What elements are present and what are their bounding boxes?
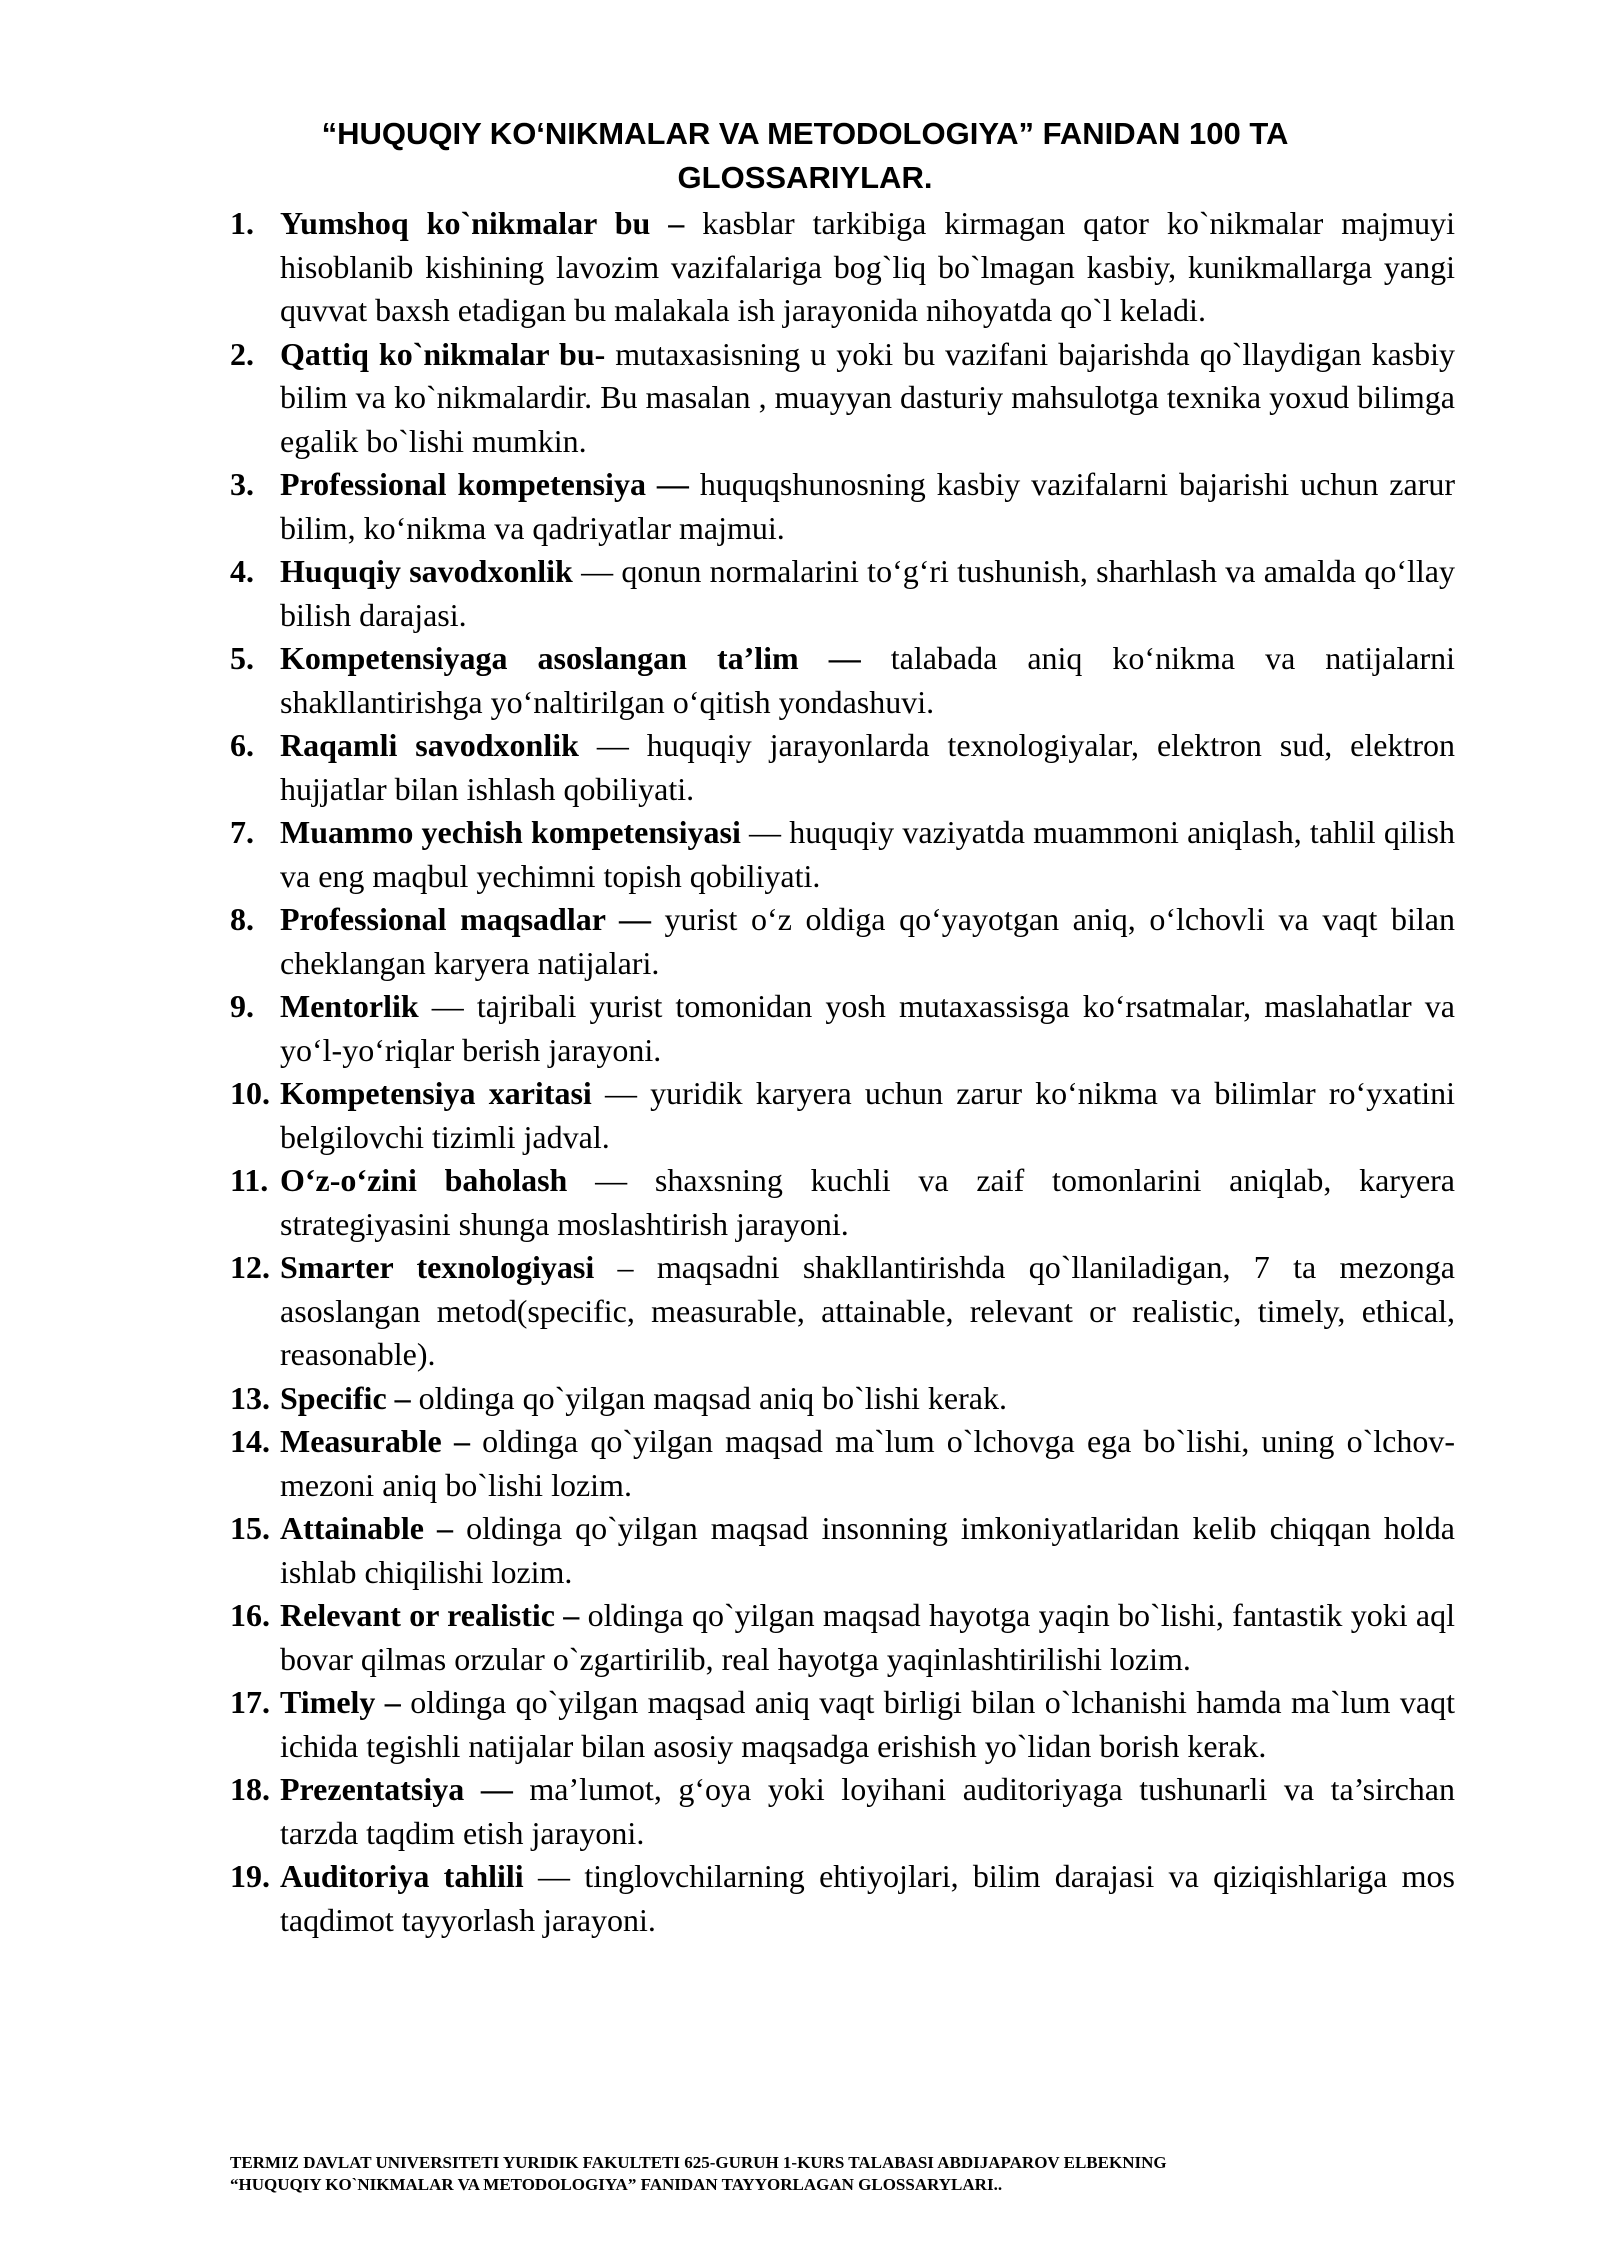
page-footer [230,2152,1455,2196]
entry-number: 9. [230,988,254,1024]
glossary-entry [230,1159,1455,1246]
glossary-entry [230,1072,1455,1159]
entry-definition: — tajribali yurist tomonidan yosh mutaxassisga ko‘rsatmalar, maslahatlar va yo‘l-yo‘riqlar berish jarayoni. [280,988,1455,1068]
entry-definition: oldinga qo`yilgan maqsad insonning imkoniyatlaridan kelib chiqqan holda ishlab chiqilishi lozim. [280,1510,1456,1590]
entry-definition: — tinglovchilarning ehtiyojlari, bilim darajasi va qiziqishlariga mos taqdimot tayyorlash jarayoni. [280,1858,1456,1938]
entry-term: Professional kompetensiya — [280,466,689,502]
entry-number: 17. [230,1684,270,1720]
glossary-entry [230,1681,1455,1768]
entry-definition: — yuridik karyera uchun zarur ko‘nikma va bilimlar ro‘yxatini belgilovchi tizimli jadval. [280,1075,1456,1155]
glossary-entry [230,1768,1455,1855]
entry-term: Kompetensiya xaritasi [280,1075,592,1111]
glossary-entry [230,202,1455,333]
glossary-entry [230,637,1455,724]
entry-term: Qattiq ko`nikmalar bu- [280,335,606,372]
entry-definition: oldinga qo`yilgan maqsad hayotga yaqin bo`lishi, fantastik yoki aql bovar qilmas orzular o`zgartirilib, real hayotga yaqinlashtirilishi lozim. [280,1597,1456,1677]
entry-number: 11. [230,1162,269,1198]
entry-definition: kasblar tarkibiga kirmagan qator ko`nikmalar majmuyi hisoblanib kishining lavozim vazifalariga bog`liq bo`lmagan kasbiy, kunikmallarga yangi quvvat baxsh etadigan bu malakala ish jarayonida nihoyatda qo`l keladi. [280,205,1456,328]
entry-term: O‘z-o‘zini baholash [280,1162,568,1198]
entry-number: 15. [230,1510,270,1546]
entry-number: 3. [230,466,254,502]
entry-term: Timely – [280,1684,401,1720]
entry-term: Specific – [280,1379,411,1416]
entry-number: 10. [230,1075,270,1111]
glossary-entry [230,811,1455,898]
entry-term: Prezentatsiya — [280,1771,513,1807]
entry-term: Huquqiy savodxonlik [280,553,573,589]
glossary-entry [230,1594,1455,1681]
entry-number: 5. [230,640,254,676]
entry-term: Relevant or realistic – [280,1597,580,1633]
entry-term: Smarter texnologiyasi [280,1249,595,1285]
entry-number: 18. [230,1771,270,1807]
entry-definition: — qonun normalarini to‘g‘ri tushunish, sharhlash va amalda qo‘llay bilish darajasi. [280,553,1456,633]
entry-number: 14. [230,1423,270,1459]
glossary-entry [230,550,1455,637]
glossary-list [230,202,1455,1942]
entry-number: 19. [230,1858,270,1894]
entry-definition: — huquqiy jarayonlarda texnologiyalar, elektron sud, elektron hujjatlar bilan ishlash qobiliyati. [280,727,1456,807]
entry-definition: — huquqiy vaziyatda muammoni aniqlash, tahlil qilish va eng maqbul yechimni topish qobiliyati. [280,814,1456,894]
entry-definition: oldinga qo`yilgan maqsad ma`lum o`lchovga ega bo`lishi, uning o`lchov-mezoni aniq bo`lishi lozim. [280,1423,1456,1503]
glossary-entry [230,1420,1455,1507]
entry-definition: yurist o‘z oldiga qo‘yayotgan aniq, o‘lchovli va vaqt bilan cheklangan karyera natijalari. [280,901,1456,981]
glossary-entry [230,463,1455,550]
entry-definition: — shaxsning kuchli va zaif tomonlarini aniqlab, karyera strategiyasini shunga moslashtirish jarayoni. [280,1162,1456,1242]
entry-term: Kompetensiyaga asoslangan ta’lim — [280,640,861,676]
document-title [230,112,1380,200]
entry-definition: mutaxasisning u yoki bu vazifani bajarishda qo`llaydigan kasbiy bilim va ko`nikmalardir. Bu masalan , muayyan dasturiy mahsulotga texnika yoxud bilimga egalik bo`lishi mumkin. [280,335,1455,459]
footer-line-2: “HUQUQIY KO`NIKMALAR VA METODOLOGIYA” FANIDAN TAYYORLAGAN GLOSSARYLARI.. [230,2175,1003,2194]
glossary-entry [230,1855,1455,1942]
entry-definition: oldinga qo`yilgan maqsad aniq vaqt birligi bilan o`lchanishi hamda ma`lum vaqt ichida tegishli natijalar bilan asosiy maqsadga erishish yo`lidan borish kerak. [280,1684,1456,1764]
entry-number: 1. [230,205,254,241]
glossary-entry [230,724,1455,811]
entry-definition: huquqshunosning kasbiy vazifalarni bajarishi uchun zarur bilim, ko‘nikma va qadriyatlar majmui. [280,466,1456,546]
entry-number: 2. [230,335,254,372]
entry-definition: – maqsadni shakllantirishda qo`llaniladigan, 7 ta mezonga asoslangan metod(specific, measurable, attainable, relevant or realistic, timely, ethical, reasonable). [280,1249,1455,1372]
entry-definition: ma’lumot, g‘oya yoki loyihani auditoriyaga tushunarli va ta’sirchan tarzda taqdim etish jarayoni. [280,1771,1455,1851]
entry-number: 16. [230,1597,270,1633]
entry-number: 4. [230,553,254,589]
title-line-2: GLOSSARIYLAR. [677,160,933,195]
glossary-entry [230,1246,1455,1377]
entry-term: Mentorlik [280,988,419,1024]
title-line-1: “HUQUQIY KO‘NIKMALAR VA METODOLOGIYA” FANIDAN 100 TA [321,116,1289,151]
glossary-entry [230,1507,1455,1594]
entry-term: Raqamli savodxonlik [280,727,579,763]
glossary-entry [230,1377,1455,1421]
entry-number: 6. [230,727,254,763]
entry-number: 7. [230,814,254,850]
entry-term: Attainable – [280,1510,454,1546]
entry-term: Yumshoq ko`nikmalar bu – [280,205,685,241]
entry-term: Measurable – [280,1423,470,1459]
entry-definition: talabada aniq ko‘nikma va natijalarni shakllantirishga yo‘naltirilgan o‘qitish yondashuvi. [280,640,1456,720]
entry-number: 13. [230,1379,270,1416]
footer-line-1: TERMIZ DAVLAT UNIVERSITETI YURIDIK FAKULTETI 625-GURUH 1-KURS TALABASI ABDIJAPAROV ELBEKNING [230,2153,1167,2172]
glossary-entry [230,985,1455,1072]
entry-number: 8. [230,901,254,937]
entry-number: 12. [230,1249,270,1285]
entry-term: Muammo yechish kompetensiyasi [280,814,741,850]
entry-definition: oldinga qo`yilgan maqsad aniq bo`lishi kerak. [410,1379,1007,1416]
glossary-entry [230,333,1455,464]
entry-term: Auditoriya tahlili [280,1858,524,1894]
glossary-entry [230,898,1455,985]
entry-term: Professional maqsadlar — [280,901,651,937]
